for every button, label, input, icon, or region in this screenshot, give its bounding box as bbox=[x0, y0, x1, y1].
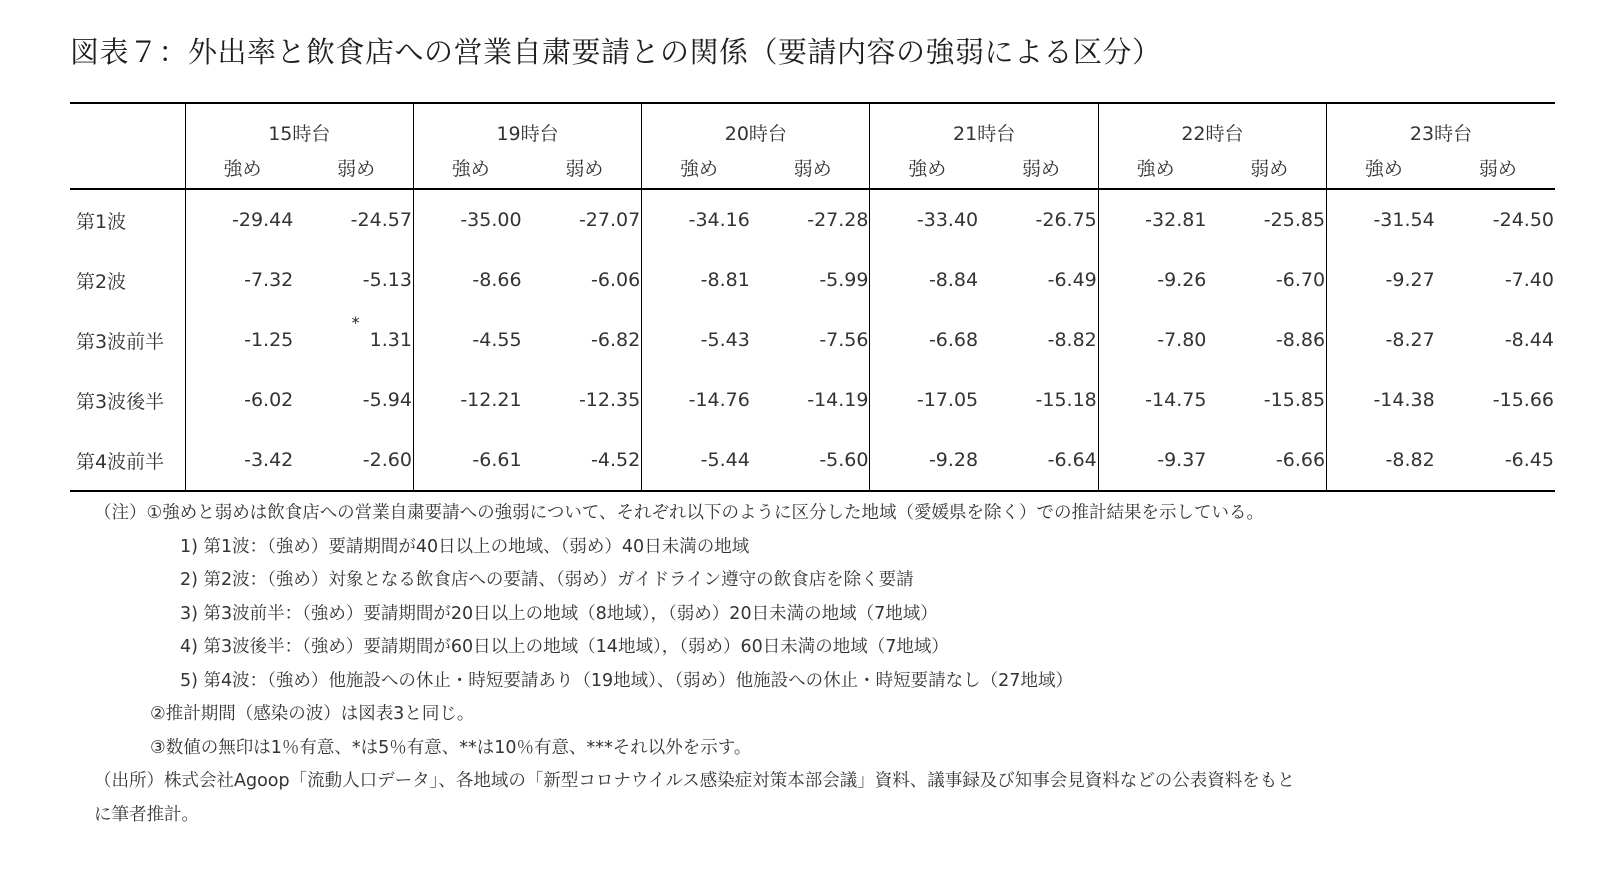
table-row bbox=[70, 310, 1555, 370]
cell-value bbox=[1157, 329, 1206, 351]
sub-header-strong: 強め bbox=[642, 146, 756, 189]
cell-value-text: -7.56 bbox=[819, 329, 869, 351]
value-cell-strong bbox=[1098, 189, 1212, 250]
cell-value-text: -5.44 bbox=[700, 449, 750, 471]
cell-value-text: -8.82 bbox=[1385, 449, 1435, 471]
value-cell-weak bbox=[756, 310, 870, 370]
results-table-container bbox=[70, 102, 1555, 492]
value-cell-strong bbox=[870, 370, 984, 430]
note-item: 2) 第2波：（強め）対象となる飲食店への要請、（弱め）ガイドライン遵守の飲食店を除く要請 bbox=[180, 570, 914, 590]
value-cell-strong bbox=[1327, 250, 1441, 310]
time-header: 21時台 bbox=[870, 103, 1098, 146]
cell-value-text: -8.82 bbox=[1047, 329, 1097, 351]
row-label: 第1波 bbox=[76, 210, 127, 233]
cell-value-text: -8.44 bbox=[1504, 329, 1554, 351]
cell-value-text: -24.50 bbox=[1492, 209, 1554, 231]
row-label: 第3波後半 bbox=[76, 390, 165, 413]
note-item: 5) 第4波：（強め）他施設への休止・時短要請あり（19地域）、（弱め）他施設への休止・時短要請なし（27地域） bbox=[180, 670, 1073, 691]
value-cell-weak bbox=[299, 189, 413, 250]
cell-value bbox=[1276, 269, 1325, 291]
time-header: 19時台 bbox=[413, 103, 641, 146]
value-cell-strong bbox=[1327, 370, 1441, 430]
cell-value-text: -34.16 bbox=[688, 209, 750, 231]
cell-value bbox=[1276, 449, 1325, 471]
sub-header-weak: 弱め bbox=[756, 146, 870, 189]
cell-value-text: -7.32 bbox=[244, 269, 294, 291]
cell-value-text: -12.21 bbox=[460, 389, 522, 411]
cell-value-text: -9.37 bbox=[1157, 449, 1207, 471]
cell-value bbox=[232, 209, 293, 231]
cell-value bbox=[929, 269, 978, 291]
cell-value bbox=[701, 269, 750, 291]
sub-header-strong: 強め bbox=[1098, 146, 1212, 189]
cell-value bbox=[917, 209, 978, 231]
cell-value bbox=[819, 269, 868, 291]
cell-value-text: -15.66 bbox=[1492, 389, 1554, 411]
value-cell-weak bbox=[1212, 250, 1326, 310]
cell-value-text: -6.45 bbox=[1504, 449, 1554, 471]
sub-header-strong: 強め bbox=[185, 146, 299, 189]
table-row bbox=[70, 370, 1555, 430]
cell-value-text: -6.70 bbox=[1275, 269, 1326, 291]
value-cell-weak bbox=[528, 430, 642, 491]
cell-value-text: -14.19 bbox=[807, 389, 869, 411]
value-cell-strong bbox=[870, 250, 984, 310]
value-cell-strong bbox=[413, 250, 527, 310]
value-cell-strong bbox=[1327, 189, 1441, 250]
cell-value bbox=[579, 389, 640, 411]
row-label: 第4波前半 bbox=[76, 450, 165, 473]
value-cell-strong bbox=[413, 189, 527, 250]
sub-header-weak: 弱め bbox=[984, 146, 1098, 189]
cell-value-text: -12.35 bbox=[578, 389, 641, 411]
cell-value-text: -3.42 bbox=[244, 449, 294, 471]
note-item: 1) 第1波：（強め）要請期間が40日以上の地域、（弱め）40日未満の地域 bbox=[180, 536, 750, 557]
cell-value-text: -14.38 bbox=[1373, 389, 1435, 411]
cell-value bbox=[591, 329, 640, 351]
cell-value-text: -31.54 bbox=[1373, 209, 1435, 231]
cell-value-text: -7.80 bbox=[1157, 329, 1207, 351]
cell-value-text: -5.94 bbox=[362, 389, 412, 411]
cell-value bbox=[1048, 449, 1097, 471]
corner-cell bbox=[70, 103, 185, 146]
cell-value bbox=[244, 389, 293, 411]
cell-value-text: -4.52 bbox=[591, 449, 641, 471]
value-cell-weak bbox=[528, 370, 642, 430]
value-cell-weak bbox=[756, 430, 870, 491]
time-header: 15時台 bbox=[185, 103, 413, 146]
cell-value bbox=[579, 209, 640, 231]
cell-value-text: -6.02 bbox=[244, 389, 294, 411]
value-cell-weak bbox=[528, 310, 642, 370]
value-cell-weak bbox=[528, 250, 642, 310]
cell-value bbox=[689, 389, 750, 411]
source-line: （出所）株式会社Agoop「流動人口データ」、各地域の「新型コロナウイルス感染症対策本部会議」資料、議事録及び知事会見資料などの公表資料をもと bbox=[94, 771, 1295, 791]
value-cell-strong bbox=[642, 310, 756, 370]
cell-value bbox=[1373, 389, 1434, 411]
cell-value-text: -2.60 bbox=[362, 449, 412, 471]
note-item: 4) 第3波後半：（強め）要請期間が60日以上の地域（14地域），（弱め）60日未満の地域（7地域） bbox=[180, 637, 949, 657]
cell-value bbox=[1276, 329, 1325, 351]
value-cell-strong bbox=[1327, 310, 1441, 370]
cell-value bbox=[1157, 269, 1206, 291]
cell-value bbox=[807, 389, 868, 411]
cell-value bbox=[591, 269, 640, 291]
value-cell-strong bbox=[642, 370, 756, 430]
value-cell-strong bbox=[1098, 370, 1212, 430]
cell-value-text: -33.40 bbox=[916, 209, 979, 231]
cell-value-text: -24.57 bbox=[350, 209, 412, 231]
note-1: （注）①強めと弱めは飲食店への営業自粛要請への強弱について、それぞれ以下のように区分した地域（愛媛県を除く）での推計結果を示している。 bbox=[94, 503, 1264, 523]
cell-value-text: -14.75 bbox=[1145, 389, 1207, 411]
cell-value bbox=[591, 449, 640, 471]
cell-value-text: -35.00 bbox=[460, 209, 522, 231]
table-row bbox=[70, 430, 1555, 491]
cell-value-text: -6.49 bbox=[1047, 269, 1097, 291]
cell-value-text: -8.27 bbox=[1385, 329, 1435, 351]
cell-value-text: -9.28 bbox=[928, 449, 979, 471]
value-cell-weak bbox=[1212, 189, 1326, 250]
time-header: 23時台 bbox=[1327, 103, 1555, 146]
cell-value-text: -17.05 bbox=[916, 389, 979, 411]
sub-header-row bbox=[70, 146, 1555, 189]
value-cell-weak bbox=[1441, 370, 1555, 430]
cell-value bbox=[807, 209, 868, 231]
note-item: 3) 第3波前半：（強め）要請期間が20日以上の地域（8地域），（弱め）20日未満の地域（7地域） bbox=[180, 603, 938, 624]
cell-value bbox=[351, 313, 412, 351]
value-cell-weak bbox=[1441, 310, 1555, 370]
cell-value-text: -32.81 bbox=[1145, 209, 1207, 231]
sub-header-weak: 弱め bbox=[1441, 146, 1555, 189]
cell-value bbox=[1505, 269, 1554, 291]
cell-value-text: -6.68 bbox=[928, 329, 979, 351]
cell-value bbox=[244, 329, 293, 351]
sub-header-weak: 弱め bbox=[528, 146, 642, 189]
sub-header-strong: 強め bbox=[870, 146, 984, 189]
cell-value bbox=[1493, 209, 1554, 231]
cell-value-text: -7.40 bbox=[1504, 269, 1554, 291]
value-cell-strong bbox=[185, 430, 299, 491]
value-cell-weak bbox=[528, 189, 642, 250]
value-cell-weak bbox=[984, 250, 1098, 310]
cell-value bbox=[363, 449, 412, 471]
cell-value bbox=[1145, 389, 1206, 411]
page-title: 図表７：外出率と飲食店への営業自粛要請との関係（要請内容の強弱による区分） bbox=[70, 35, 1162, 69]
cell-value-text: -25.85 bbox=[1263, 209, 1326, 231]
value-cell-weak bbox=[984, 430, 1098, 491]
value-cell-strong bbox=[642, 189, 756, 250]
cell-value bbox=[819, 449, 868, 471]
value-cell-weak bbox=[299, 430, 413, 491]
value-cell-weak bbox=[1441, 189, 1555, 250]
cell-value-text: -14.76 bbox=[688, 389, 750, 411]
cell-value bbox=[1048, 269, 1097, 291]
cell-value-text: -29.44 bbox=[232, 209, 294, 231]
sub-header-strong: 強め bbox=[413, 146, 527, 189]
value-cell-weak bbox=[1212, 310, 1326, 370]
cell-value bbox=[363, 389, 412, 411]
cell-value-text: -8.84 bbox=[928, 269, 979, 291]
time-header-row bbox=[70, 103, 1555, 146]
cell-value bbox=[460, 209, 521, 231]
source-line: に筆者推計。 bbox=[94, 804, 199, 825]
value-cell-weak bbox=[984, 310, 1098, 370]
table-row bbox=[70, 250, 1555, 310]
value-cell-strong bbox=[870, 430, 984, 491]
value-cell-weak bbox=[1212, 430, 1326, 491]
cell-value bbox=[1264, 209, 1325, 231]
cell-value bbox=[363, 269, 412, 291]
value-cell-weak bbox=[1441, 430, 1555, 491]
cell-value bbox=[819, 329, 868, 351]
value-cell-strong bbox=[1098, 430, 1212, 491]
cell-value-text: -5.43 bbox=[700, 329, 750, 351]
cell-value bbox=[1505, 449, 1554, 471]
cell-value-text: -5.13 bbox=[362, 269, 412, 291]
value-cell-weak bbox=[984, 370, 1098, 430]
row-label: 第3波前半 bbox=[76, 330, 165, 353]
sub-header-weak: 弱め bbox=[1212, 146, 1326, 189]
cell-value-text: -6.82 bbox=[591, 329, 641, 351]
value-cell-weak bbox=[1212, 370, 1326, 430]
cell-value-text: -8.66 bbox=[472, 269, 522, 291]
cell-value-text: -9.27 bbox=[1385, 269, 1435, 291]
cell-value-text: -9.26 bbox=[1157, 269, 1207, 291]
value-cell-strong bbox=[413, 430, 527, 491]
note-2: ②推計期間（感染の波）は図表3と同じ。 bbox=[150, 704, 475, 724]
cell-value bbox=[689, 209, 750, 231]
cell-value bbox=[472, 269, 521, 291]
value-cell-weak bbox=[1441, 250, 1555, 310]
value-cell-weak bbox=[984, 189, 1098, 250]
cell-value-text: -5.60 bbox=[819, 449, 869, 471]
table-row bbox=[70, 189, 1555, 250]
time-header: 22時台 bbox=[1098, 103, 1326, 146]
cell-value bbox=[1386, 449, 1435, 471]
cell-value bbox=[1048, 329, 1097, 351]
value-cell-strong bbox=[870, 189, 984, 250]
cell-value bbox=[1145, 209, 1206, 231]
value-cell-strong bbox=[1327, 430, 1441, 491]
cell-value-text: -8.81 bbox=[700, 269, 750, 291]
cell-value-text: -15.18 bbox=[1035, 389, 1097, 411]
cell-value bbox=[1036, 209, 1097, 231]
cell-value-text: -1.25 bbox=[244, 329, 294, 351]
value-cell-strong bbox=[870, 310, 984, 370]
cell-value-text: -8.86 bbox=[1275, 329, 1326, 351]
note-3: ③数値の無印は1％有意、*は5％有意、**は10％有意、***それ以外を示す。 bbox=[150, 737, 752, 758]
cell-value bbox=[1264, 389, 1325, 411]
table-body bbox=[70, 189, 1555, 491]
cell-value-text: -15.85 bbox=[1263, 389, 1326, 411]
cell-value bbox=[1386, 329, 1435, 351]
corner-cell bbox=[70, 146, 185, 189]
value-cell-strong bbox=[642, 250, 756, 310]
cell-value-text: -6.64 bbox=[1047, 449, 1097, 471]
cell-value bbox=[1386, 269, 1435, 291]
cell-value-text: -27.28 bbox=[807, 209, 869, 231]
cell-value bbox=[472, 449, 521, 471]
sub-header-weak: 弱め bbox=[299, 146, 413, 189]
cell-value-text: -4.55 bbox=[472, 329, 522, 351]
cell-value bbox=[929, 449, 978, 471]
value-cell-weak bbox=[756, 189, 870, 250]
cell-value bbox=[244, 449, 293, 471]
significance-mark: * bbox=[351, 313, 360, 332]
cell-value bbox=[351, 209, 412, 231]
cell-value bbox=[1157, 449, 1206, 471]
value-cell-weak bbox=[299, 250, 413, 310]
cell-value bbox=[1036, 389, 1097, 411]
cell-value-text: 1.31 bbox=[369, 329, 412, 351]
time-header: 20時台 bbox=[642, 103, 870, 146]
cell-value bbox=[701, 449, 750, 471]
sub-header-strong: 強め bbox=[1327, 146, 1441, 189]
value-cell-strong bbox=[185, 370, 299, 430]
value-cell-strong bbox=[185, 310, 299, 370]
value-cell-strong bbox=[413, 310, 527, 370]
cell-value bbox=[1373, 209, 1434, 231]
cell-value-text: -27.07 bbox=[578, 209, 641, 231]
value-cell-strong bbox=[1098, 250, 1212, 310]
cell-value-text: -5.99 bbox=[819, 269, 869, 291]
cell-value bbox=[244, 269, 293, 291]
cell-value bbox=[472, 329, 521, 351]
notes-section bbox=[94, 497, 1570, 832]
cell-value-text: -6.06 bbox=[591, 269, 641, 291]
cell-value bbox=[1505, 329, 1554, 351]
cell-value bbox=[701, 329, 750, 351]
cell-value bbox=[917, 389, 978, 411]
cell-value-text: -6.66 bbox=[1275, 449, 1326, 471]
value-cell-strong bbox=[642, 430, 756, 491]
value-cell-weak bbox=[299, 370, 413, 430]
cell-value-text: -6.61 bbox=[472, 449, 522, 471]
value-cell-weak bbox=[756, 370, 870, 430]
cell-value-text: -26.75 bbox=[1035, 209, 1097, 231]
cell-value bbox=[1493, 389, 1554, 411]
cell-value bbox=[460, 389, 521, 411]
value-cell-strong bbox=[185, 189, 299, 250]
value-cell-weak bbox=[756, 250, 870, 310]
row-label: 第2波 bbox=[76, 270, 127, 293]
value-cell-strong bbox=[185, 250, 299, 310]
value-cell-strong bbox=[1098, 310, 1212, 370]
cell-value bbox=[929, 329, 978, 351]
value-cell-weak bbox=[299, 310, 413, 370]
value-cell-strong bbox=[413, 370, 527, 430]
results-table bbox=[70, 102, 1555, 492]
